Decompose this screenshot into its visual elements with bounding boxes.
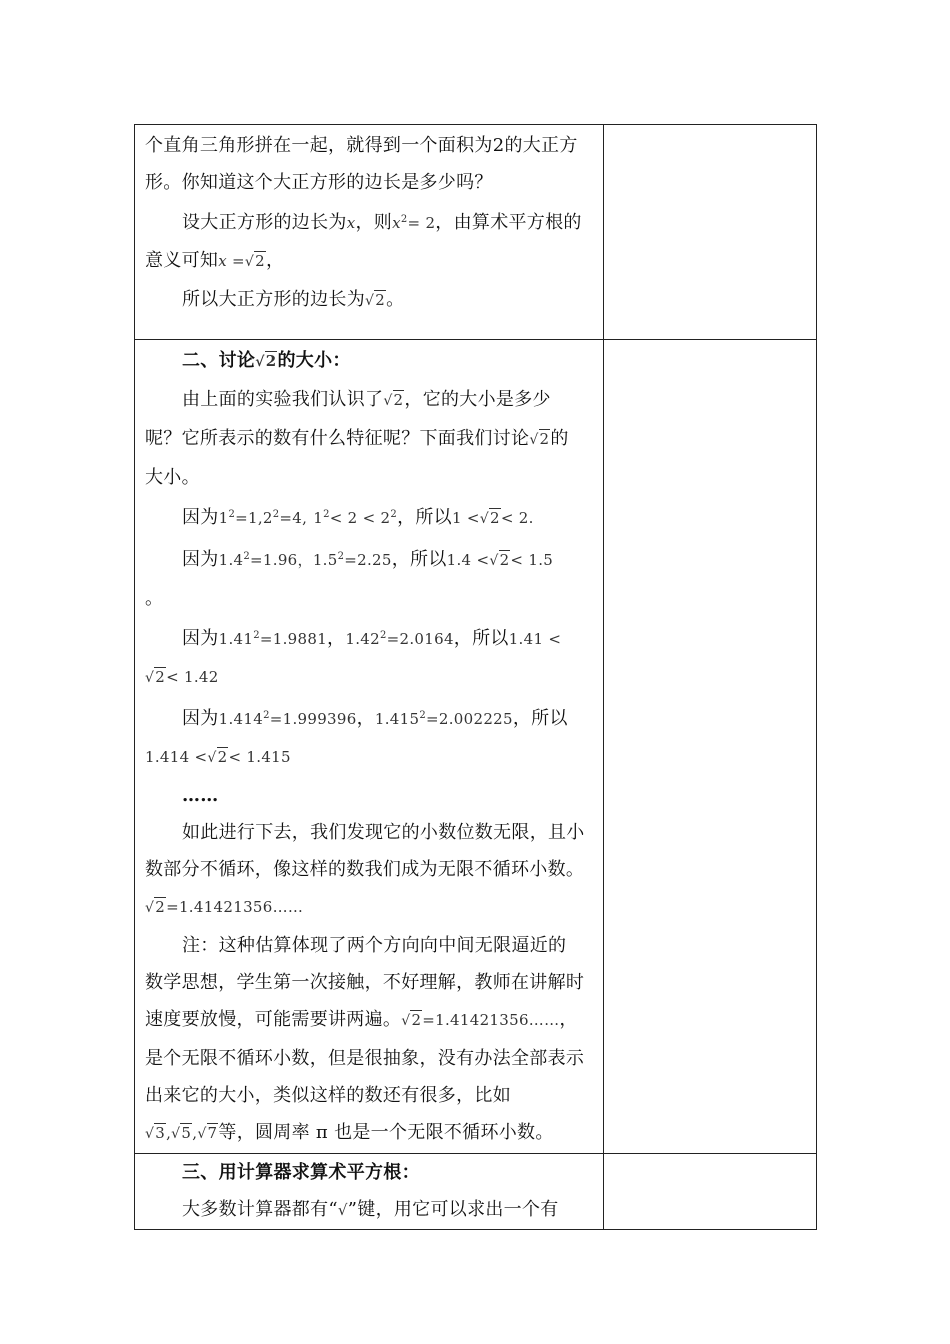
- sqrt-expr: √3: [145, 1124, 166, 1142]
- heading-text: 二、讨论: [182, 350, 256, 371]
- text-run: ，则: [355, 212, 393, 233]
- math-expr: =1.41421356……: [166, 898, 304, 916]
- text-run: ，: [453, 628, 473, 649]
- text-run: 因为: [182, 549, 219, 570]
- superscript: 2: [323, 509, 330, 520]
- section-heading: [145, 342, 593, 381]
- sqrt-expr: √7: [197, 1124, 218, 1142]
- superscript: 2: [272, 509, 280, 520]
- text-run: 所以: [472, 628, 509, 649]
- math-expr: 1.415: [374, 710, 420, 728]
- root-key-symbol: √: [337, 1201, 348, 1219]
- text-run: ，: [512, 708, 532, 729]
- math-var: x: [346, 214, 356, 232]
- side-cell-2: [604, 340, 817, 1154]
- superscript: 2: [228, 509, 236, 520]
- math-expr: 1.4 <: [446, 551, 490, 569]
- text-run: ，: [397, 507, 416, 528]
- sqrt-expr: √2: [529, 430, 550, 448]
- text-line: [145, 242, 593, 281]
- math-expr: =2.0164: [386, 630, 454, 648]
- text-run: 所以: [415, 507, 452, 528]
- lesson-table: [134, 124, 817, 1230]
- separator: ,: [166, 1124, 172, 1142]
- text-run: 。: [386, 289, 405, 310]
- estimation-line-4: [145, 697, 593, 738]
- text-line: [145, 1191, 593, 1229]
- sqrt-expr: √2: [255, 352, 277, 370]
- estimation-line-1: [145, 496, 593, 538]
- math-expr: < 1.42: [166, 668, 219, 686]
- math-expr: =1.999396: [269, 710, 357, 728]
- superscript: 2: [379, 630, 387, 641]
- text-line: 是个无限不循环小数，但是很抽象，没有办法全部表示: [145, 1048, 585, 1069]
- text-run: ，: [265, 250, 285, 271]
- text-line: 如此进行下去，我们发现它的小数位数无限，且小: [182, 822, 585, 843]
- ellipsis-line: ……: [182, 785, 219, 806]
- sqrt-expr: √2: [383, 391, 404, 409]
- text-run: 意义可知: [145, 250, 219, 271]
- text-run: 呢？它所表示的数有什么特征呢？下面我们讨论: [145, 428, 530, 449]
- math-expr: < 1.5: [510, 551, 554, 569]
- text-run: ”键，用它可以求出一个有: [347, 1199, 559, 1220]
- sqrt-expr: √2: [145, 898, 166, 916]
- sqrt-expr: √2: [145, 668, 166, 686]
- text-line: 。: [145, 588, 164, 609]
- math-expr: =1.96，1.5: [250, 551, 338, 569]
- text-run: 因为: [182, 628, 219, 649]
- content-cell-3: [135, 1154, 604, 1230]
- math-expr: =1,2: [235, 509, 273, 527]
- math-expr: =1.41421356……: [422, 1011, 560, 1029]
- text-run: ，: [327, 628, 346, 649]
- text-line: 注：这种估算体现了两个方向向中间无限逼近的: [182, 935, 567, 956]
- math-expr: 1.414 <: [145, 748, 208, 766]
- math-expr: 1.42: [345, 630, 380, 648]
- text-line: [145, 658, 593, 697]
- text-line: [145, 738, 593, 777]
- superscript: 2: [400, 214, 408, 225]
- math-expr: 1: [218, 509, 229, 527]
- superscript: 2: [263, 710, 270, 721]
- table-row-1: [135, 125, 817, 340]
- text-run: 所以大正方形的边长为: [182, 289, 365, 310]
- text-run: 的: [550, 428, 569, 449]
- section-heading: 三、用计算器求算术平方根：: [182, 1162, 420, 1183]
- math-expr: 1.41: [218, 630, 254, 648]
- text-run: ，它的大小是多少: [404, 389, 551, 410]
- content-cell-2: [135, 340, 604, 1154]
- text-line: 个直角三角形拼在一起，就得到一个面积为2的大正方: [145, 135, 578, 156]
- text-line: 大小。: [145, 467, 200, 488]
- text-run: 大多数计算器都有“: [182, 1199, 338, 1220]
- text-run: 等，圆周率 π 也是一个无限不循环小数。: [218, 1122, 554, 1143]
- math-expr: x =: [218, 252, 245, 270]
- content-cell-1: [135, 125, 604, 340]
- math-expr: 1.4: [218, 551, 244, 569]
- math-expr: < 2 < 2: [329, 509, 391, 527]
- sqrt-expr: √2: [365, 291, 386, 309]
- text-run: ，: [559, 1009, 578, 1030]
- text-run: 设大正方形的边长为: [182, 212, 347, 233]
- superscript: 2: [243, 551, 251, 562]
- text-run: 因为: [182, 507, 219, 528]
- math-expr: < 1.415: [228, 748, 291, 766]
- table-row-3: [135, 1154, 817, 1230]
- text-line: [145, 420, 593, 459]
- estimation-line-2: [145, 538, 593, 580]
- math-expr: =2.25: [344, 551, 392, 569]
- math-expr: 1.41 <: [508, 630, 562, 648]
- text-line: [145, 1114, 593, 1153]
- text-line: [145, 381, 593, 420]
- side-cell-3: [604, 1154, 817, 1230]
- text-line: [145, 888, 593, 927]
- separator: ,: [192, 1124, 198, 1142]
- math-expr: =4,: [279, 509, 308, 527]
- table-row-2: [135, 340, 817, 1154]
- math-expr: = 2: [407, 214, 436, 232]
- estimation-line-3: [145, 617, 593, 658]
- text-run: ，由算术平方根的: [435, 212, 582, 233]
- superscript: 2: [253, 630, 260, 641]
- math-expr: 1: [313, 509, 324, 527]
- math-expr: =2.002225: [426, 710, 513, 728]
- side-cell-1: [604, 125, 817, 340]
- heading-text: 的大小：: [277, 350, 351, 371]
- sqrt-expr: √2: [244, 252, 265, 270]
- sqrt-expr: √2: [401, 1011, 422, 1029]
- text-line: 出来它的大小，类似这样的数还有很多，比如: [145, 1085, 511, 1106]
- superscript: 2: [390, 509, 398, 520]
- text-line: [145, 201, 593, 242]
- math-expr: =1.9881: [259, 630, 328, 648]
- text-line: 形。你知道这个大正方形的边长是多少吗？: [145, 172, 493, 193]
- text-run: 因为: [182, 708, 219, 729]
- math-expr: < 2.: [500, 509, 534, 527]
- math-var: x: [392, 214, 401, 232]
- math-expr: 1.414: [218, 710, 264, 728]
- math-expr: 1 <: [451, 509, 480, 527]
- sqrt-expr: √2: [479, 509, 500, 527]
- text-line: 数部分不循环，像这样的数我们成为无限不循环小数。: [145, 859, 585, 880]
- sqrt-expr: √5: [171, 1124, 192, 1142]
- sqrt-expr: √2: [207, 748, 228, 766]
- text-line: 数学思想，学生第一次接触，不好理解，教师在讲解时: [145, 972, 585, 993]
- superscript: 2: [337, 551, 345, 562]
- text-run: ，: [356, 708, 375, 729]
- text-run: 所以: [531, 708, 568, 729]
- text-run: 由上面的实验我们认识了: [182, 389, 384, 410]
- text-run: ，: [391, 549, 411, 570]
- sqrt-expr: √2: [489, 551, 510, 569]
- text-line: [145, 281, 593, 320]
- text-run: 所以: [410, 549, 447, 570]
- superscript: 2: [419, 710, 427, 721]
- text-run: 速度要放慢，可能需要讲两遍。: [145, 1009, 402, 1030]
- text-line: [145, 1001, 593, 1040]
